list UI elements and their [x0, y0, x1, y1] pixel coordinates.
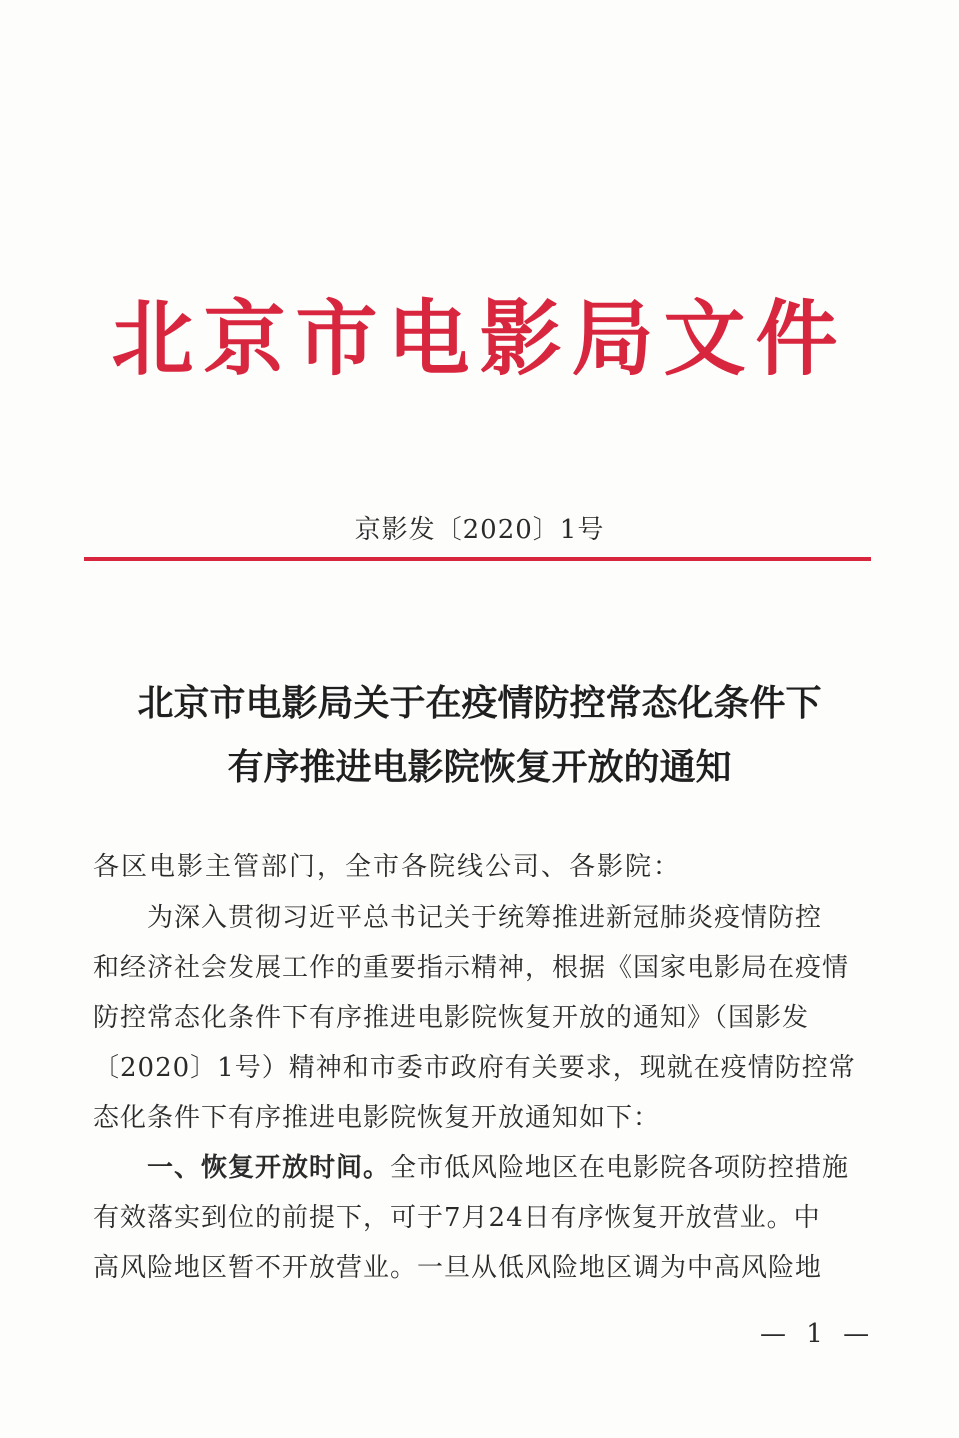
document-number: 京影发〔2020〕1号 — [354, 515, 605, 545]
red-divider-line — [84, 557, 871, 561]
section-1-text: 全市低风险地区在电影院各项防控措施 — [390, 1153, 850, 1183]
body-line-5: 态化条件下有序推进电影院恢复开放通知如下： — [93, 1103, 661, 1133]
document-title — [0, 672, 959, 800]
salutation: 各区电影主管部门，全市各院线公司、各影院： — [93, 852, 682, 882]
title-line-1: 北京市电影局关于在疫情防控常态化条件下 — [137, 683, 822, 724]
section-1-line-2: 有效落实到位的前提下，可于7月24日有序恢复开放营业。中 — [93, 1203, 821, 1233]
page-number: — 1 — — [760, 1319, 876, 1349]
title-line-2: 有序推进电影院恢复开放的通知 — [227, 747, 732, 788]
section-1-heading: 一、恢复开放时间。 — [93, 1153, 391, 1183]
masthead: 北京市电影局文件 — [111, 292, 848, 387]
body-line-3: 防控常态化条件下有序推进电影院恢复开放的通知》（国影发 — [93, 1003, 810, 1033]
body-line-1: 为深入贯彻习近平总书记关于统筹推进新冠肺炎疫情防控 — [93, 903, 823, 933]
section-1-line-3: 高风险地区暂不开放营业。一旦从低风险地区调为中高风险地 — [93, 1253, 823, 1283]
section-1-line-1 — [93, 1146, 893, 1190]
body-line-2: 和经济社会发展工作的重要指示精神，根据《国家电影局在疫情 — [93, 953, 850, 983]
body-line-4: 〔2020〕1号）精神和市委市政府有关要求，现就在疫情防控常 — [93, 1053, 856, 1083]
